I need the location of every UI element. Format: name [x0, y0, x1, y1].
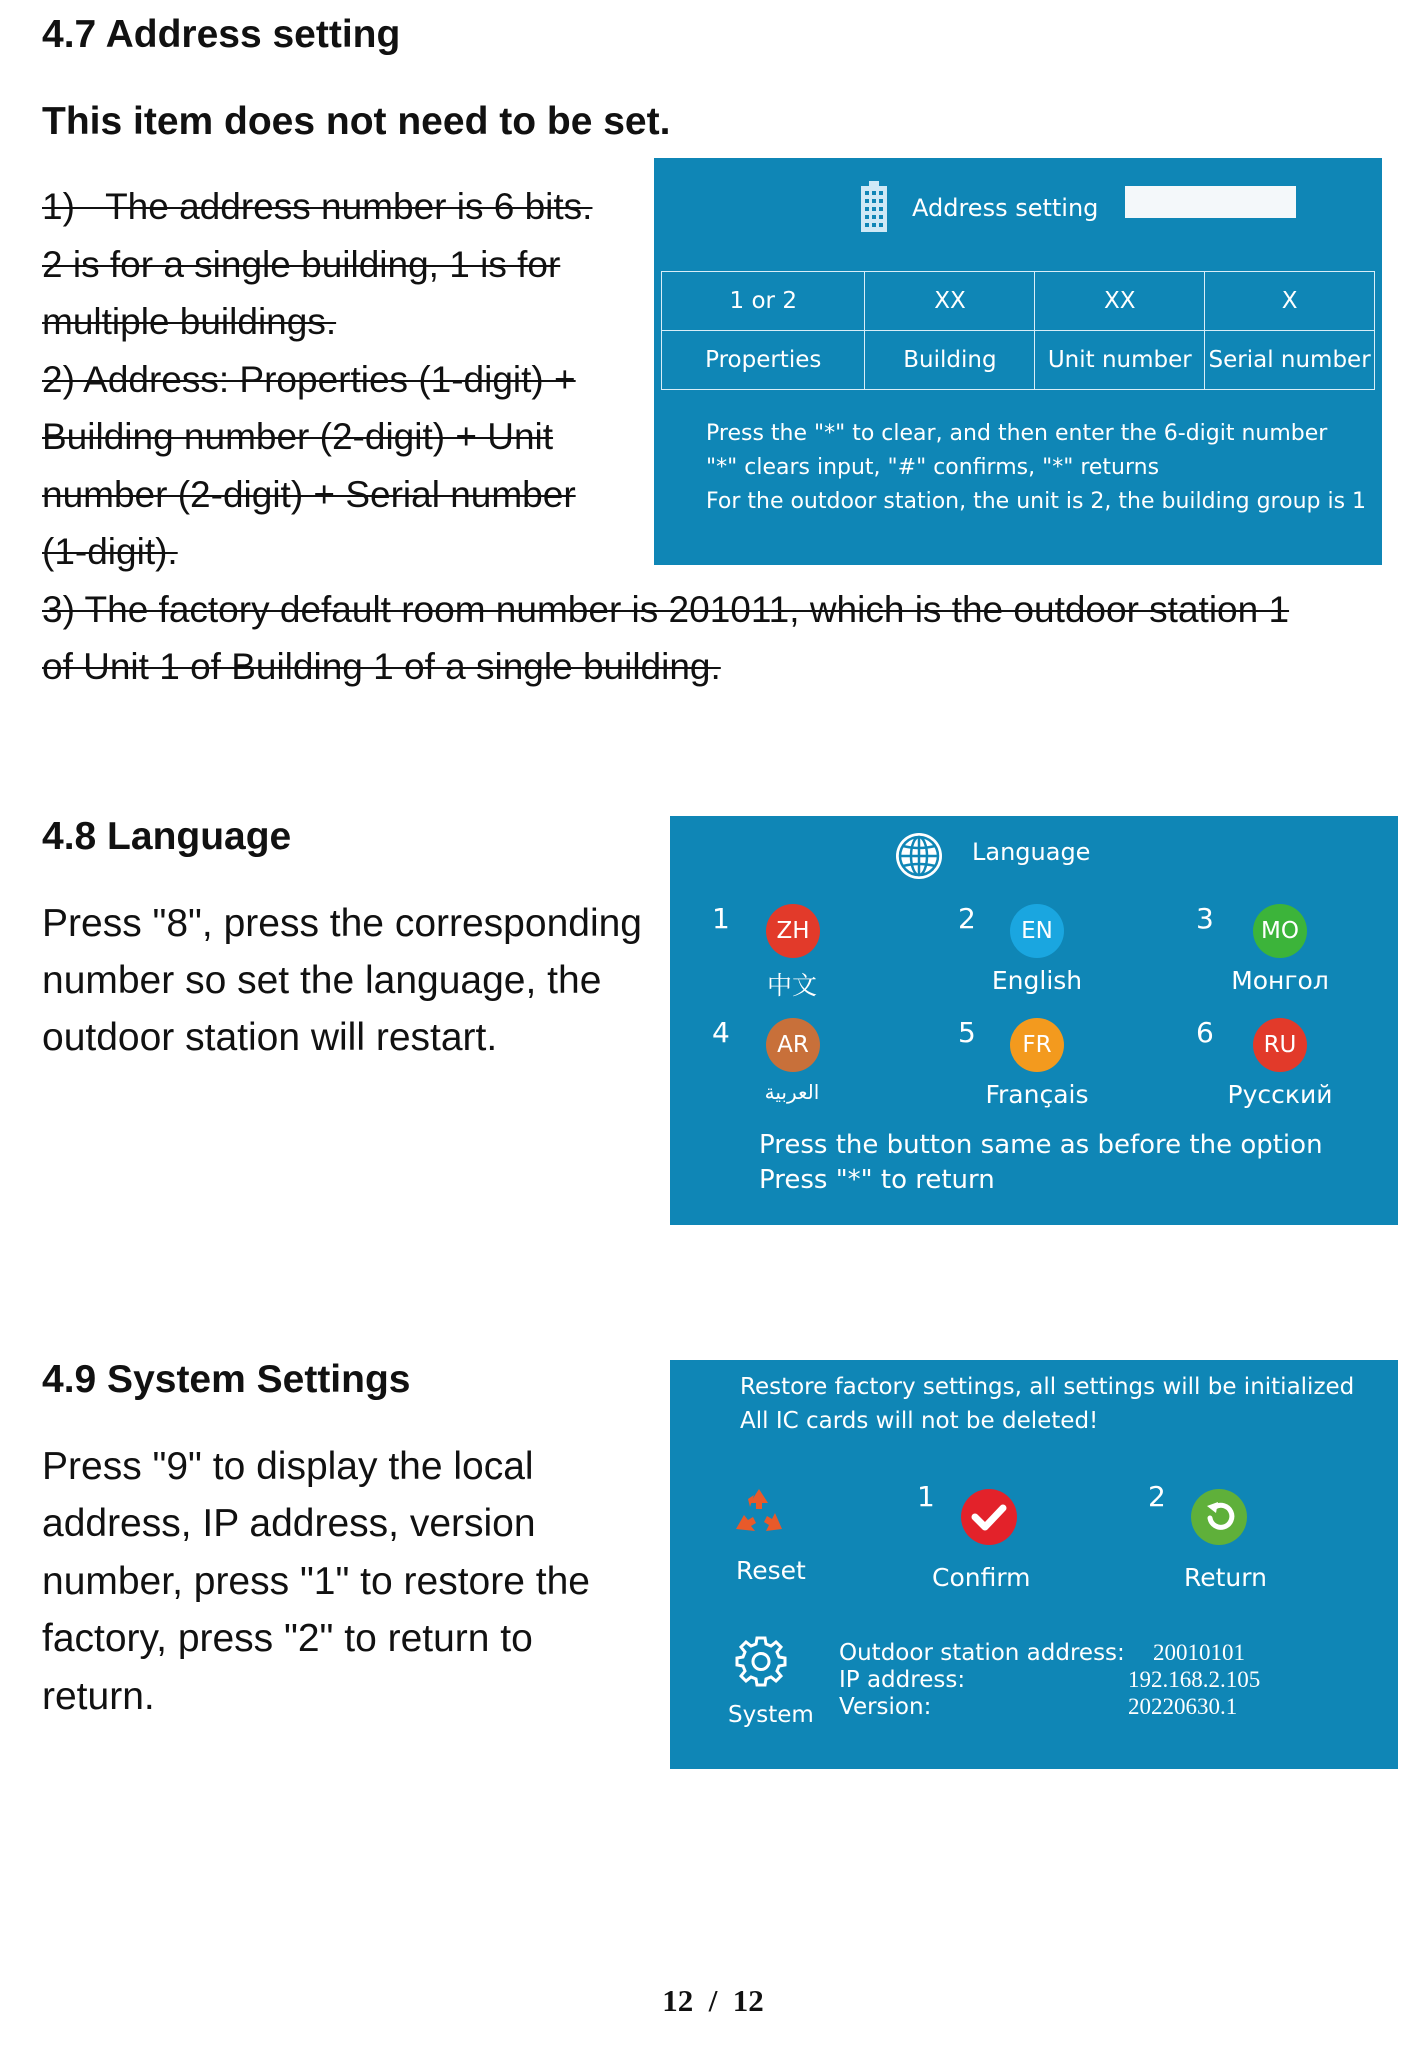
struck-line: 2 is for a single building, 1 is for [42, 244, 561, 285]
building-icon [857, 180, 891, 240]
struck-line: 1) The address number is 6 bits. [42, 186, 593, 227]
system-body-line: factory, press "2" to return to [42, 1617, 533, 1660]
option-number: 5 [958, 1016, 976, 1049]
lang-label: 中文 [766, 971, 817, 1000]
table-row [662, 272, 1375, 331]
language-body-line: outdoor station will restart. [42, 1016, 498, 1059]
hint-line: "*" clears input, "#" confirms, "*" returns [706, 455, 1160, 480]
table-cell: XX [865, 272, 1035, 331]
struck-line: Building number (2-digit) + Unit [42, 416, 554, 457]
option-number: 1 [917, 1480, 935, 1513]
struck-line: number (2-digit) + Serial number [42, 474, 576, 515]
lang-ru-button[interactable]: RU [1253, 1018, 1307, 1072]
system-body-line: number, press "1" to restore the [42, 1560, 590, 1603]
info-value: 192.168.2.105 [1128, 1667, 1261, 1692]
address-note: This item does not need to be set. [42, 100, 671, 143]
system-body-line: address, IP address, version [42, 1502, 536, 1545]
address-format-table [661, 271, 1375, 390]
lang-label: Français [985, 1080, 1089, 1109]
confirm-icon[interactable] [960, 1488, 1018, 1550]
screen-title: Address setting [912, 194, 1099, 222]
section-heading-system: 4.9 System Settings [42, 1358, 411, 1401]
section-heading-address: 4.7 Address setting [42, 13, 401, 56]
table-cell: XX [1035, 272, 1205, 331]
hint-line: Press the button same as before the option [759, 1130, 1323, 1160]
table-cell: Properties [662, 331, 865, 390]
return-label: Return [1184, 1563, 1267, 1592]
info-value: 20010101 [1153, 1640, 1245, 1665]
lang-zh-button[interactable]: ZH [766, 904, 820, 958]
option-number: 4 [712, 1016, 730, 1049]
info-label: Outdoor station address: [839, 1640, 1125, 1666]
lang-mo-button[interactable]: MO [1253, 904, 1307, 958]
system-gear-icon [734, 1634, 788, 1692]
warning-line: Restore factory settings, all settings will be initialized [740, 1374, 1355, 1400]
system-body-line: Press "9" to display the local [42, 1445, 534, 1488]
lang-label: English [991, 966, 1083, 995]
info-label: IP address: [839, 1667, 966, 1693]
reset-label: Reset [736, 1556, 806, 1585]
struck-line: multiple buildings. [42, 301, 337, 342]
lang-label: Монгол [1231, 966, 1329, 995]
table-cell: Serial number [1205, 331, 1375, 390]
lang-label: Русский [1227, 1080, 1333, 1109]
hint-line: Press "*" to return [759, 1165, 995, 1195]
table-cell: Unit number [1035, 331, 1205, 390]
warning-line: All IC cards will not be deleted! [740, 1408, 1099, 1434]
struck-line: 3) The factory default room number is 201011, which is the outdoor station 1 [42, 589, 1290, 630]
address-setting-screen [654, 158, 1382, 565]
language-screen [670, 816, 1398, 1225]
option-number: 6 [1196, 1016, 1214, 1049]
section-heading-language: 4.8 Language [42, 815, 292, 858]
language-body-line: number so set the language, the [42, 959, 602, 1002]
system-label: System [728, 1702, 814, 1728]
confirm-label: Confirm [932, 1563, 1031, 1592]
option-number: 3 [1196, 902, 1214, 935]
table-cell: X [1205, 272, 1375, 331]
lang-ar-button[interactable]: AR [766, 1018, 820, 1072]
lang-fr-button[interactable]: FR [1010, 1018, 1064, 1072]
return-icon[interactable] [1190, 1488, 1248, 1550]
table-row [662, 331, 1375, 390]
struck-line: of Unit 1 of Building 1 of a single building. [42, 646, 721, 687]
screen-title: Language [972, 838, 1091, 866]
option-number: 2 [958, 902, 976, 935]
system-settings-screen [670, 1360, 1398, 1769]
reset-icon[interactable] [730, 1485, 788, 1547]
globe-icon [893, 830, 945, 886]
lang-en-button[interactable]: EN [1010, 904, 1064, 958]
language-body-line: Press "8", press the corresponding [42, 902, 642, 945]
struck-line: 2) Address: Properties (1-digit) + [42, 359, 576, 400]
page-number: 12 / 12 [662, 1983, 764, 2018]
table-cell: Building [865, 331, 1035, 390]
struck-line: (1-digit). [42, 531, 178, 572]
option-number: 1 [712, 902, 730, 935]
hint-line: For the outdoor station, the unit is 2, the building group is 1 [706, 489, 1367, 514]
table-cell: 1 or 2 [662, 272, 865, 331]
info-label: Version: [839, 1694, 932, 1720]
address-input-box[interactable] [1125, 186, 1296, 218]
info-value: 20220630.1 [1128, 1694, 1238, 1719]
lang-label: العربية [764, 1080, 820, 1104]
option-number: 2 [1148, 1480, 1166, 1513]
system-body-line: return. [42, 1675, 155, 1718]
hint-line: Press the "*" to clear, and then enter the 6-digit number [706, 421, 1328, 446]
